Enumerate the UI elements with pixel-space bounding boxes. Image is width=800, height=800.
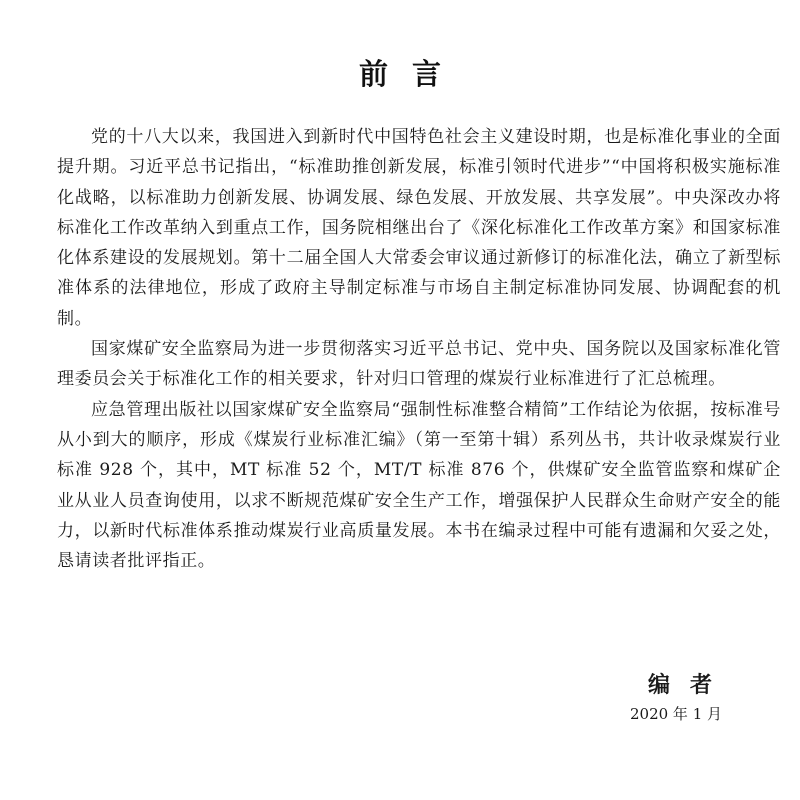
signature-block xyxy=(620,670,740,728)
author-signature: 编者 xyxy=(647,672,732,698)
signature-date: 2020 年 1 月 xyxy=(629,705,723,723)
preface-body xyxy=(57,122,781,576)
paragraph-2: 国家煤矿安全监察局为进一步贯彻落实习近平总书记、党中央、国务院以及国家标准化管理委员会关于标准化工作的相关要求，针对归口管理的煤炭行业标准进行了汇总梳理。 xyxy=(57,339,781,390)
paragraph-1: 党的十八大以来，我国进入到新时代中国特色社会主义建设时期，也是标准化事业的全面提升期。习近平总书记指出，“标准助推创新发展，标准引领时代进步”“中国将积极实施标准化战略，以标准助力创新发展、协调发展、绿色发展、开放发展、共享发展”。中央深改办将标准化工作改革纳入到重点工作，国务院相继出台了《深化标准化工作改革方案》和国家标准化体系建设的发展规划。第十二届全国人大常委会审议通过新修订的标准化法，确立了新型标准体系的法律地位，形成了政府主导制定标准与市场自主制定标准协同发展、协调配套的机制。 xyxy=(57,127,781,329)
page-title: 前言 xyxy=(358,57,465,91)
paragraph-3: 应急管理出版社以国家煤矿安全监察局“强制性标准整合精简”工作结论为依据，按标准号从小到大的顺序，形成《煤炭行业标准汇编》（第一至第十辑）系列丛书，共计收录煤炭行业标准 928 个，其中，MT 标准 52 个，MT/T 标准 876 个，供煤矿安全监管监察和煤矿企业从业人员查询使用，以求不断规范煤矿安全生产工作，增强保护人民群众生命财产安全的能力，以新时代标准体系推动煤炭行业高质量发展。本书在编录过程中可能有遗漏和欠妥之处，恳请读者批评指正。 xyxy=(57,399,781,572)
